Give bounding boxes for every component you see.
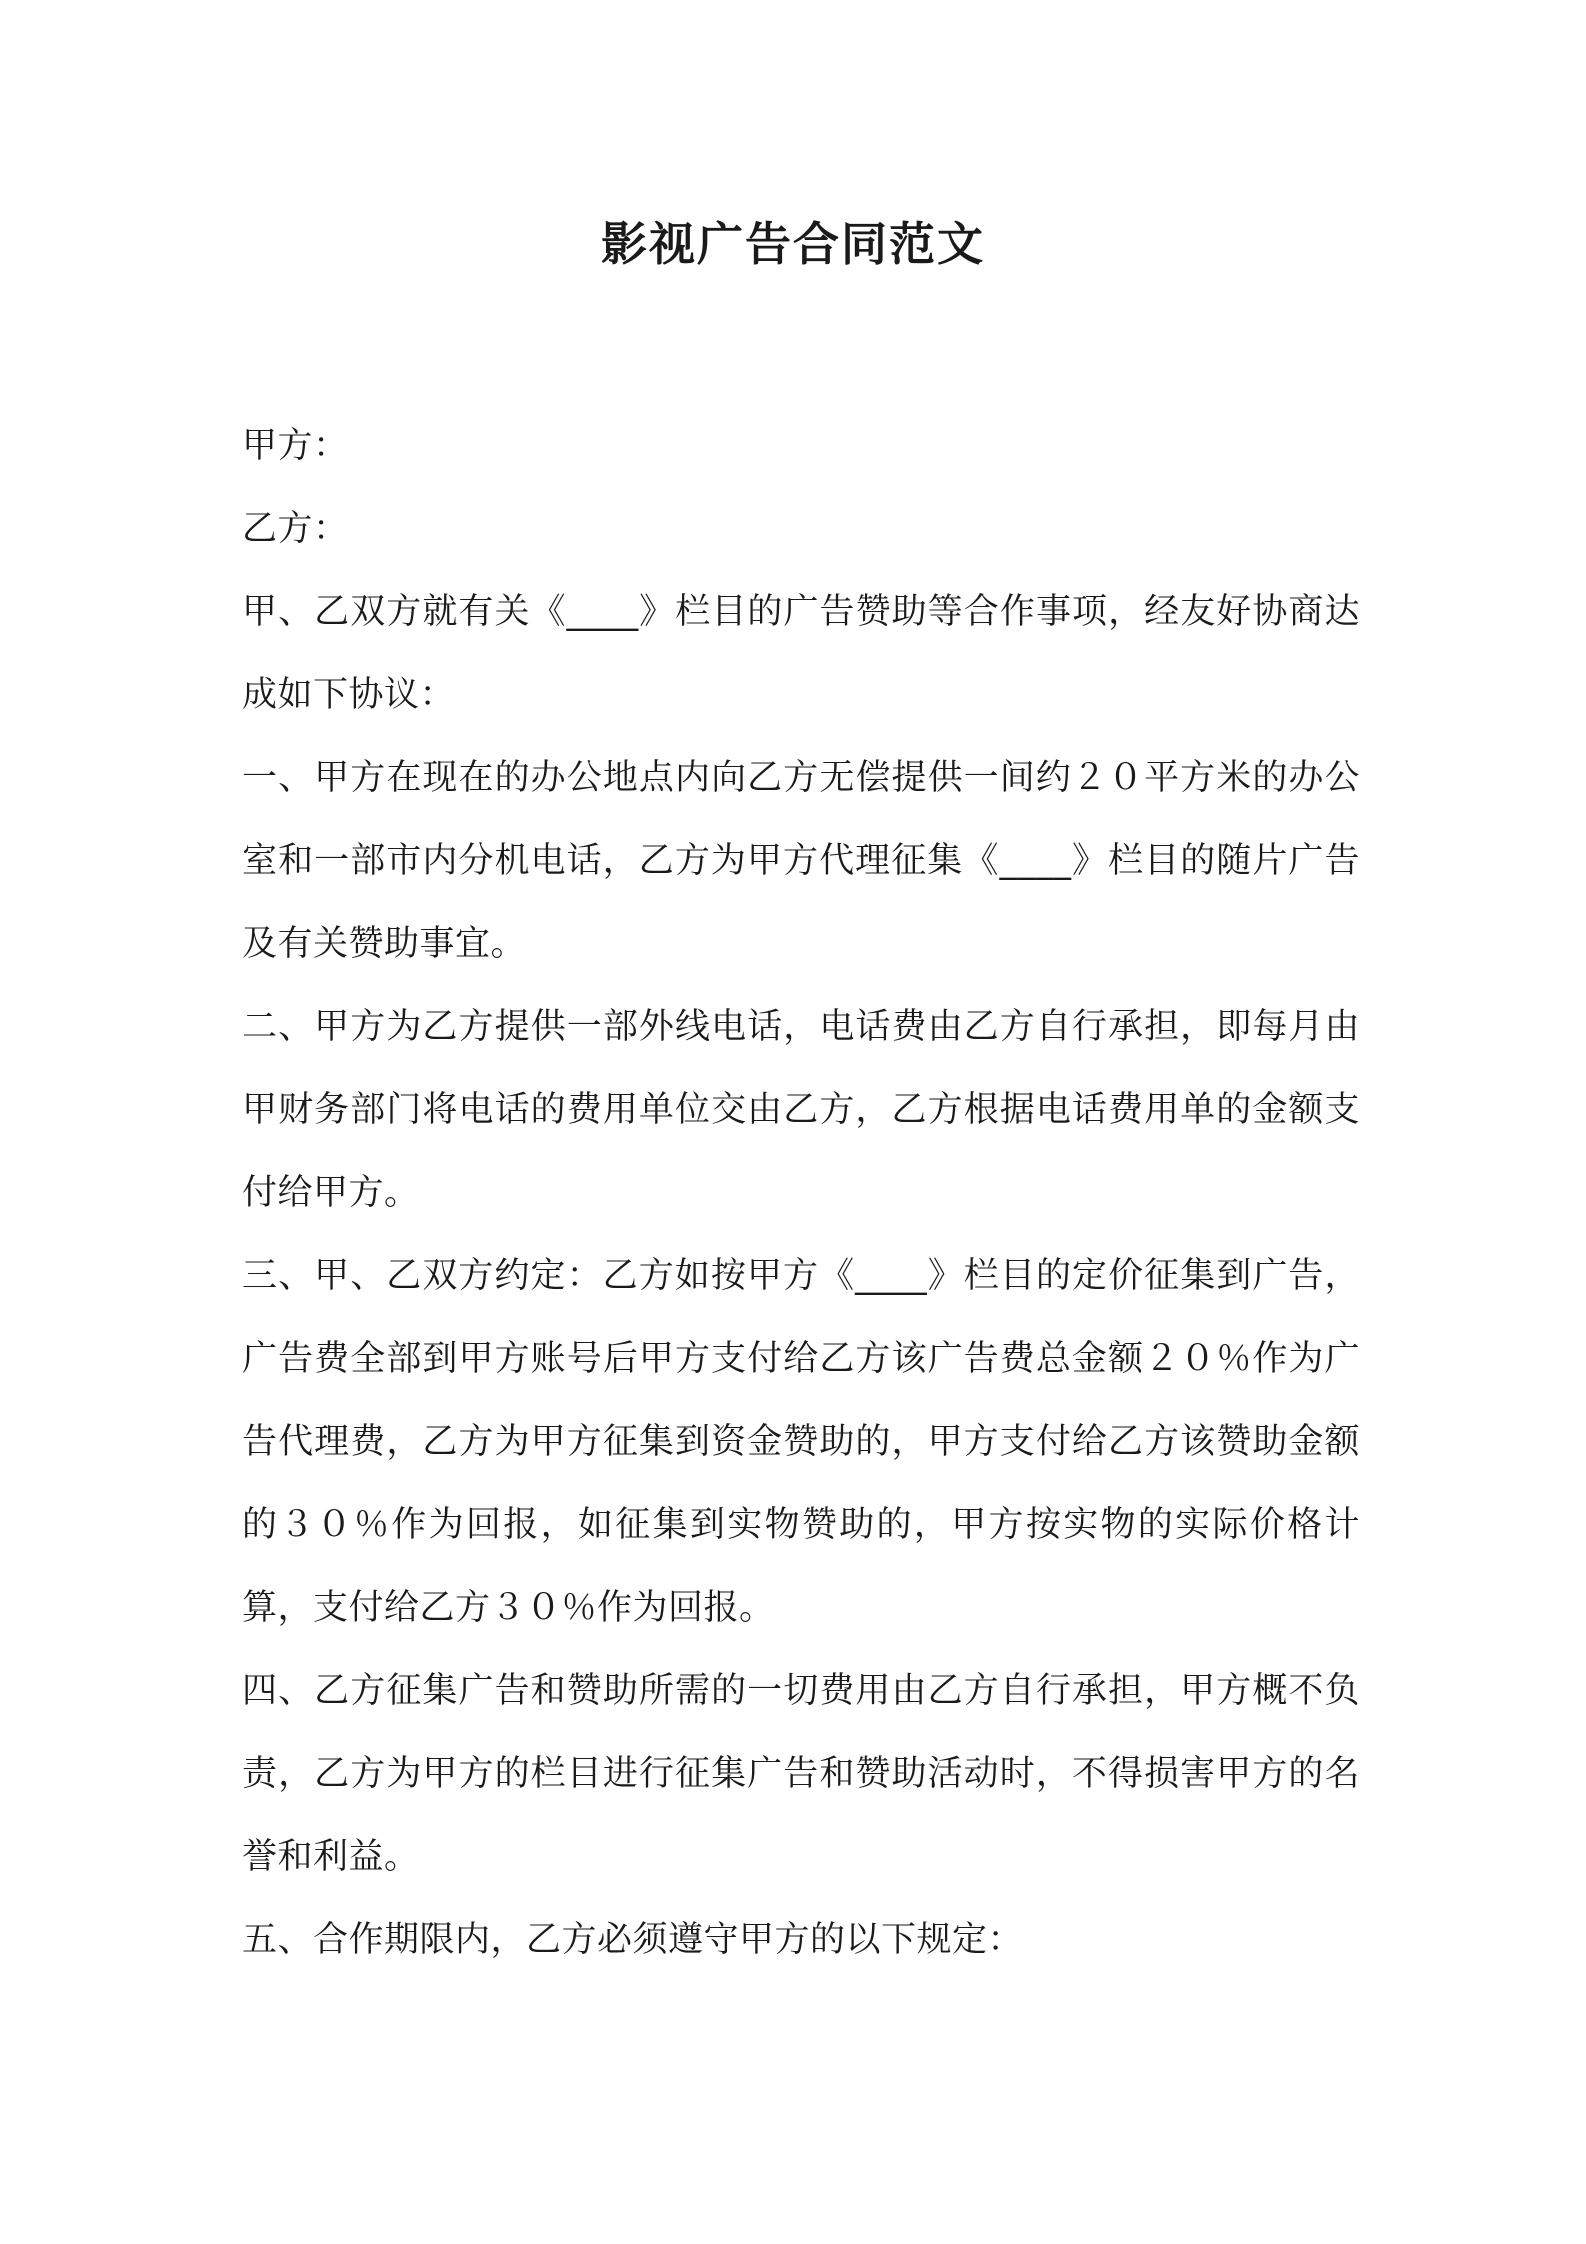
party-b-line: 乙方：	[242, 509, 349, 549]
clause-2-paragraph: 二、甲方为乙方提供一部外线电话，电话费由乙方自行承担，即每月由甲财务部门将电话的费用单位交由乙方，乙方根据电话费用单的金额支付给甲方。	[242, 1007, 1360, 1213]
clause-5-paragraph: 五、合作期限内，乙方必须遵守甲方的以下规定：	[242, 1920, 1024, 1960]
preamble-paragraph: 甲、乙双方就有关《____》栏目的广告赞助等合作事项，经友好协商达成如下协议：	[242, 592, 1360, 715]
clause-1-paragraph: 一、甲方在现在的办公地点内向乙方无偿提供一间约２０平方米的办公室和一部市内分机电话，乙方为甲方代理征集《____》栏目的随片广告及有关赞助事宜。	[242, 758, 1360, 964]
clause-3-paragraph: 三、甲、乙双方约定：乙方如按甲方《____》栏目的定价征集到广告，广告费全部到甲方账号后甲方支付给乙方该广告费总金额２０％作为广告代理费，乙方为甲方征集到资金赞助的，甲方支付给乙方该赞助金额的３０％作为回报，如征集到实物赞助的，甲方按实物的实际价格计算，支付给乙方３０％作为回报。	[242, 1256, 1360, 1628]
document-body	[242, 405, 1360, 1982]
clause-4-paragraph: 四、乙方征集广告和赞助所需的一切费用由乙方自行承担，甲方概不负责，乙方为甲方的栏目进行征集广告和赞助活动时，不得损害甲方的名誉和利益。	[242, 1671, 1360, 1877]
party-a-line: 甲方：	[242, 426, 349, 466]
document-title: 影视广告合同范文	[601, 217, 985, 271]
